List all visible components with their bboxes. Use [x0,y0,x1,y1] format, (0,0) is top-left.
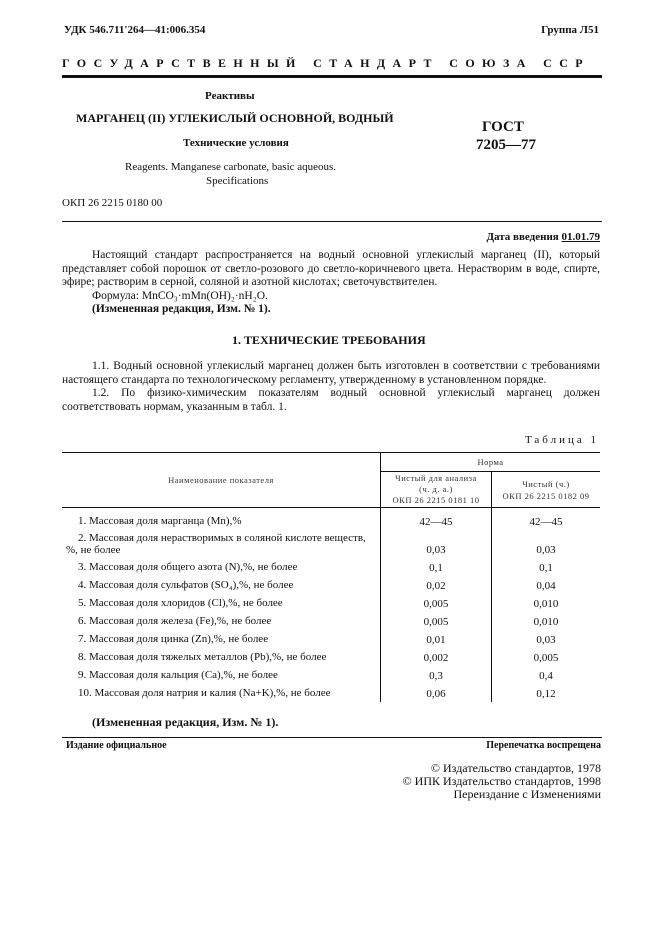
col-a-header [381,472,492,508]
row-name: 4. Массовая доля сульфатов (SO₄),%, не более [78,579,294,591]
row-value-b: 0,04 [492,576,601,594]
row-value-b: 0,010 [492,594,601,612]
table-caption: Таблица 1 [524,434,599,446]
row-value-b: 0,03 [492,530,601,558]
edition-note: (Измененная редакция, Изм. № 1). [92,303,271,316]
divider [62,221,602,222]
row-value-a: 0,1 [381,558,492,576]
row-value-a: 0,02 [381,576,492,594]
table-row [62,630,600,648]
row-value-b: 42—45 [492,508,601,531]
document-title: МАРГАНЕЦ (II) УГЛЕКИСЛЫЙ ОСНОВНОЙ, ВОДНЫЙ [76,111,394,125]
row-name: 3. Массовая доля общего азота (N),%, не более [78,561,298,573]
col-a-line2: (ч. д. а.) [419,484,453,494]
intro [62,249,600,317]
row-value-b: 0,010 [492,612,601,630]
row-value-b: 0,4 [492,666,601,684]
udk-code: УДК 546.711'264—41:006.354 [64,24,206,36]
clause-1-2: 1.2. По физико-химическим показателям водный основной углекислый марганец должен соответствовать нормам, указанным в табл. 1. [62,387,600,413]
reissue-note: Переиздание с Изменениями [453,787,601,801]
table-row [62,576,600,594]
copyright-1998: © ИПК Издательство стандартов, 1998 [402,774,601,788]
official-edition: Издание официальное [66,740,167,751]
row-name: 10. Массовая доля натрия и калия (Na+K),%, не более [78,687,331,699]
english-title: Reagents. Manganese carbonate, basic aqueous. [125,161,337,173]
specs-table [62,452,600,702]
formula: Формула: MnCO₃·mMn(OH)₂·nH₂O. [92,289,268,302]
footer-divider [62,737,602,738]
row-name: 9. Массовая доля кальция (Ca),%, не более [78,669,278,681]
banner: ГОСУДАРСТВЕННЫЙ СТАНДАРТ СОЮЗА ССР [62,56,591,70]
row-name: 2. Массовая доля нерастворимых в соляной кислоте веществ, %, не более [66,532,366,556]
row-value-a: 0,03 [381,530,492,558]
row-name: 1. Массовая доля марганца (Mn),% [78,515,242,527]
row-name: 6. Массовая доля железа (Fe),%, не более [78,615,272,627]
table-row [62,684,600,702]
row-name: 7. Массовая доля цинка (Zn),%, не более [78,633,269,645]
intro-paragraph: Настоящий стандарт распространяется на водный основной углекислый марганец (II), который представляет собой порошок от светло-розового до светло-коричневого цвета. Нерастворим в воде, спирте, эфире; растворим в серной, соляной и азотной кислотах; светочувствителен. [62,249,600,289]
intro-date [486,231,600,243]
gost-label: ГОСТ [482,119,524,135]
row-value-b: 0,12 [492,684,601,702]
row-name: 5. Массовая доля хлоридов (Cl),%, не более [78,597,283,609]
section-1 [62,360,600,414]
thick-divider [62,75,602,78]
table-edition-note: (Измененная редакция, Изм. № 1). [92,715,279,729]
english-specifications: Specifications [206,175,269,187]
category: Реактивы [205,90,255,102]
gost-number: 7205—77 [476,137,536,153]
row-value-a: 0,01 [381,630,492,648]
col-b-header [492,472,601,508]
row-value-b: 0,03 [492,630,601,648]
table-row [62,648,600,666]
okp-code: ОКП 26 2215 0180 00 [62,197,163,209]
intro-date-value: 01.01.79 [561,231,600,243]
row-name: 8. Массовая доля тяжелых металлов (Pb),%, не более [78,651,327,663]
row-value-a: 0,06 [381,684,492,702]
row-value-b: 0,005 [492,648,601,666]
group-code: Группа Л51 [541,24,599,36]
col-a-line1: Чистый для анализа [395,473,477,483]
table-row [62,594,600,612]
col-a-line3: ОКП 26 2215 0181 10 [392,495,480,505]
table-row [62,612,600,630]
row-value-a: 0,3 [381,666,492,684]
table-row [62,558,600,576]
table-row [62,666,600,684]
row-value-a: 0,005 [381,594,492,612]
table-row [62,508,600,531]
row-value-a: 0,005 [381,612,492,630]
row-value-a: 0,002 [381,648,492,666]
subtitle: Технические условия [183,137,289,149]
col-b-line2: ОКП 26 2215 0182 09 [502,490,590,501]
table-row [62,530,600,558]
row-value-b: 0,1 [492,558,601,576]
col-norm-header: Норма [381,453,601,472]
reprint-notice: Перепечатка воспрещена [486,740,601,751]
clause-1-1: 1.1. Водный основной углекислый марганец должен быть изготовлен в соответствии с требованиями настоящего стандарта по технологическому регламенту, утвержденному в установленном порядке. [62,360,600,386]
intro-date-label: Дата введения [486,231,559,243]
copyright-1978: © Издательство стандартов, 1978 [430,761,601,775]
row-value-a: 42—45 [381,508,492,531]
section-heading: 1. ТЕХНИЧЕСКИЕ ТРЕБОВАНИЯ [232,333,426,347]
col-b-line1: Чистый (ч.) [522,478,570,489]
col-name-header: Наименование показателя [168,475,274,485]
